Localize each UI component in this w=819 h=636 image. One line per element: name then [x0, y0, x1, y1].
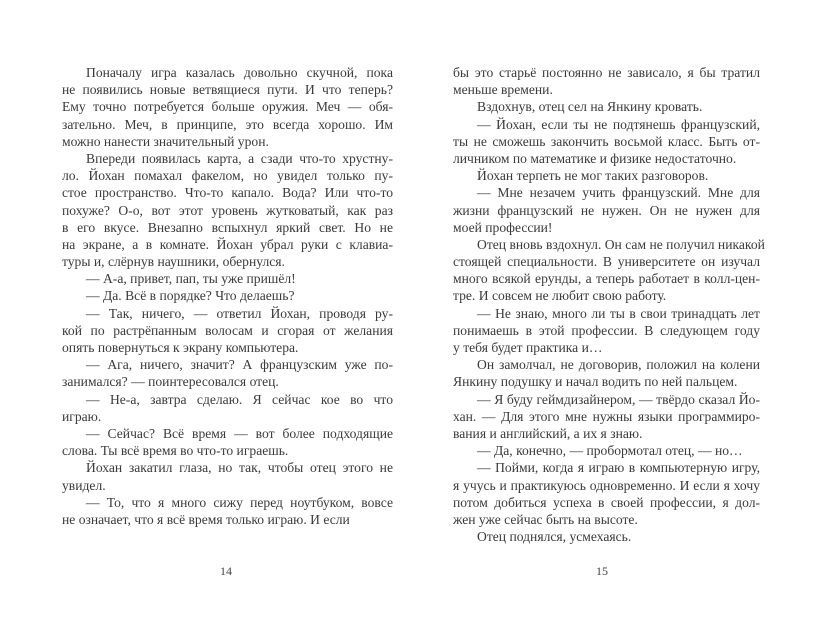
text-line: много всякой ерунды, а теперь работает в колл-цен- [453, 271, 760, 287]
text-line: похуже? О-о, вот этот уровень жутковатый, как раз [62, 202, 393, 218]
text-line: кой по растрёпанным волосам и сгорая от желания [62, 322, 393, 338]
text-line: жен уже сейчас быть на высоте. [453, 511, 638, 527]
page-number-right: 15 [596, 564, 608, 578]
text-line: я учусь и практикуюсь одновременно. И если я хочу [453, 477, 760, 493]
text-line: зательно. Меч, в принципе, это всегда хорошо. Им [62, 116, 393, 132]
text-line: увидел. [62, 477, 106, 493]
text-line: тре. И совсем не любит свою работу. [453, 288, 667, 304]
paragraph [453, 528, 760, 545]
paragraph [62, 459, 393, 493]
text-line: ты не сможешь закончить восьмой класс. Быть от- [453, 133, 760, 149]
text-line: туры и, слёрнув наушники, обернулся. [62, 254, 285, 270]
text-line: стое пространство. Что-то капало. Вода? Или что-то [62, 185, 393, 201]
text-line: Отец вновь вздохнул. Он сам не получил никакой [477, 236, 765, 252]
text-line: — Я буду геймдизайнером, — твёрдо сказал Йо- [477, 391, 760, 407]
text-line: слова. Ты всё время во что-то играешь. [62, 443, 289, 459]
text-line: — Так, ничего, — ответил Йохан, проводя ру- [86, 305, 393, 321]
paragraph [453, 356, 760, 390]
paragraph [62, 305, 393, 357]
paragraph [453, 116, 760, 168]
text-line: Йохан терпеть не мог таких разговоров. [477, 168, 709, 184]
text-line: вания и английский, а их я знаю. [453, 425, 643, 441]
text-line: — Ага, ничего, значит? А французским уже по- [86, 357, 393, 373]
text-line: опять повернуться к экрану компьютера. [62, 340, 299, 355]
text-line: — Сейчас? Всё время — вот более подходящие [86, 425, 393, 441]
text-line: Поначалу игра казалась довольно скучной, пока [86, 65, 393, 80]
text-line: — Да. Всё в порядке? Что делаешь? [86, 288, 295, 304]
text-line: стоящей специальности. В университете он изучал [453, 254, 760, 270]
paragraph [62, 391, 393, 425]
text-line: хан. — Для этого мне нужны языки программиро- [453, 408, 760, 424]
text-line: бы это старьё постоянно не зависало, я бы тратил [453, 65, 760, 80]
paragraph [62, 287, 393, 304]
text-line: — Пойми, когда я играю в компьютерную игру, [477, 460, 760, 476]
text-line: ло. Йохан помахал факелом, но увидел только пу- [62, 168, 393, 184]
paragraph [453, 236, 765, 305]
text-line: Вздохнув, отец сел на Янкину кровать. [477, 99, 703, 115]
text-line: жизни французский не нужен. Он не нужен для [453, 202, 760, 218]
paragraph [62, 425, 393, 459]
text-line: Янкину подушку и начал водить по ней пальцем. [453, 374, 738, 390]
right-page-text [453, 64, 765, 545]
text-line: Отец поднялся, усмехаясь. [477, 529, 632, 545]
text-line: можно нанести значительный урон. [62, 133, 269, 149]
text-line: занимался? — поинтересовался отец. [62, 374, 279, 390]
text-line: понимаешь в этой профессии. В следующем году [453, 322, 760, 338]
text-line: не означает, что я всё время только играю. И если [62, 511, 350, 527]
text-line: на экране, а в комнате. Йохан убрал руки с клавиа- [62, 236, 393, 252]
text-line: Ему точно потребуется больше оружия. Меч — обя- [62, 99, 393, 115]
text-line: — Йохан, если ты не подтянешь французский, [477, 116, 760, 132]
paragraph [62, 356, 393, 390]
paragraph [62, 270, 393, 287]
text-line: — Да, конечно, — пробормотал отец, — но… [477, 443, 743, 459]
paragraph [453, 98, 760, 115]
text-line: Йохан закатил глаза, но так, чтобы отец этого не [86, 460, 393, 476]
paragraph [62, 150, 393, 270]
paragraph [453, 391, 760, 443]
text-line: играю. [62, 408, 102, 424]
text-line: моей профессии! [453, 219, 553, 235]
text-line: меньше времени. [453, 82, 553, 98]
paragraph [453, 442, 760, 459]
text-line: потом добиться успеха в своей профессии, я дол- [453, 494, 760, 510]
left-page-text [62, 64, 393, 528]
paragraph [453, 459, 760, 528]
text-line: Впереди появилась карта, а сзади что-то хрустну- [86, 150, 393, 166]
text-line: Он замолчал, не договорив, положил на колени [477, 357, 760, 373]
paragraph [62, 494, 393, 528]
paragraph [453, 64, 760, 98]
text-line: — Не знаю, много ли ты в свои тринадцать лет [477, 305, 760, 321]
text-line: у тебя будет практика и… [453, 340, 603, 355]
page-number-left: 14 [220, 564, 232, 578]
text-line: — Мне незачем учить французский. Мне для [477, 185, 760, 201]
text-line: личником по математике и физике недостаточно. [453, 150, 737, 166]
paragraph [62, 64, 393, 150]
paragraph [453, 167, 760, 184]
text-line: в его вкусе. Внезапно вспыхнул яркий свет. Но не [62, 219, 393, 235]
paragraph [453, 184, 760, 236]
text-line: — Не-а, завтра сделаю. Я сейчас кое во что [86, 391, 393, 407]
text-line: — А-а, привет, пап, ты уже пришёл! [86, 271, 296, 287]
paragraph [453, 305, 760, 357]
text-line: — То, что я много сижу перед ноутбуком, вовсе [86, 494, 393, 510]
text-line: не появились новые ветвящиеся пути. И что теперь? [62, 82, 393, 98]
